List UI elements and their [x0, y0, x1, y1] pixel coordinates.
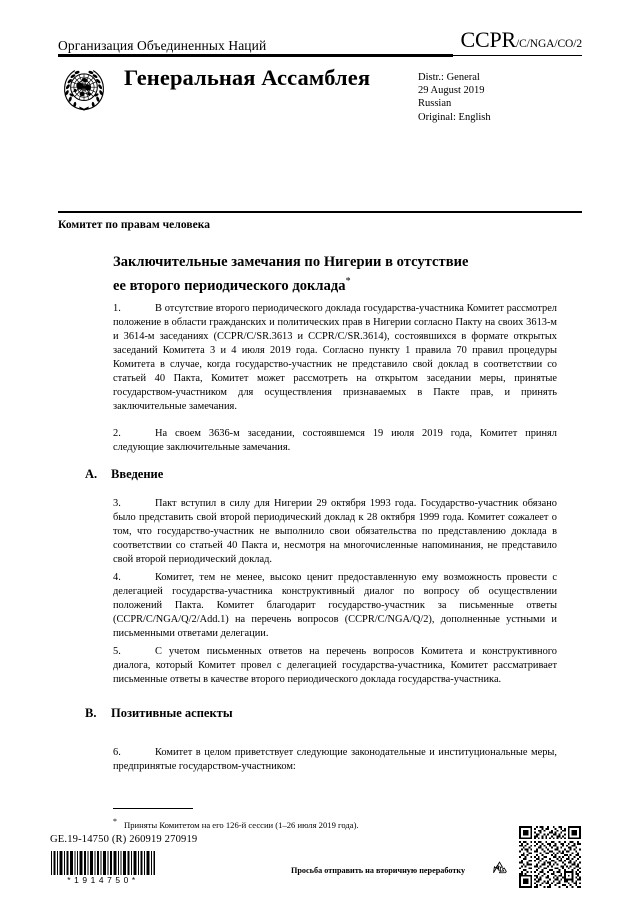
barcode-bars-icon [50, 851, 156, 875]
footnote [113, 816, 553, 831]
paragraph-2-text: На своем 3636-м заседании, состоявшемся 19 июля 2019 года, Комитет принял следующие заключительные замечания. [113, 428, 557, 454]
paragraph-2-block [113, 427, 557, 466]
page-title-line-1: Заключительные замечания по Нигерии в отсутствие [113, 254, 469, 270]
committee-divider [58, 211, 582, 214]
header-main-row [58, 64, 582, 132]
paragraph-5 [113, 645, 557, 687]
committee-name: Комитет по правам человека [58, 219, 211, 231]
paragraph-3 [113, 497, 557, 567]
footnote-marker: * [113, 817, 117, 826]
paragraph-6-number: 6. [113, 747, 121, 758]
paragraph-5-text: С учетом письменных ответов на перечень вопросов Комитета и конструктивного диалога, который Комитет провел с делегацией государства-участника, Комитет рассматривает письменные ответы в качестве второго периодического доклада государства-участника. [113, 646, 557, 686]
paragraph-3-block [113, 497, 557, 578]
paragraph-1-number: 1. [113, 303, 121, 314]
document-date: 29 August 2019 [418, 85, 485, 97]
section-b-name: Позитивные аспекты [111, 706, 233, 720]
paragraph-1-text: В отсутствие второго периодического доклада государства-участника Комитет рассмотрел положение в области гражданских и политических прав в Нигерии согласно Пакту на своих 3613-м и 3614-м заседаниях (CCPR/C/SR.3613 и CCPR/C/SR.3614), состоявшихся в формате открытых заседаний Комитета 3 и 4 июля 2019 года. Согласно пункту 1 правила 70 правил процедуры Комитета в случае, когда государство-участник не представило свой доклад в соответствии со статьей 40 Пакта, Комитет может рассмотреть на открытом заседании меры, принятые государством-участником для осуществления признаваемых в Пакте прав, и принять заключительные замечания. [113, 303, 557, 413]
paragraph-5-block [113, 645, 557, 698]
paragraph-4-number: 4. [113, 572, 121, 583]
document-symbol-main: CCPR [460, 27, 516, 52]
paragraph-4-text: Комитет, тем не менее, высоко ценит предоставленную ему возможность провести с делегацией государства-участника конструктивный диалог по вопросу об осуществлении положений Пакта. Комитет благодарит государство-участник за письменные ответы (CCPR/C/NGA/Q/2/Add.1) на перечень вопросов (CCPR/C/NGA/Q/2), дополненные устными и письменными ответами делегации. [113, 572, 557, 640]
paragraph-3-number: 3. [113, 498, 121, 509]
paragraph-6-block [113, 746, 557, 785]
paragraph-2-number: 2. [113, 428, 121, 439]
header-top-row [58, 27, 582, 53]
page-title-line-2: ее второго периодического доклада [113, 277, 346, 294]
paragraph-6-text: Комитет в целом приветствует следующие законодательные и институциональные меры, предпринятые государством-участником: [113, 747, 557, 773]
title-footnote-marker: * [345, 276, 351, 287]
section-heading-a [85, 466, 165, 482]
document-original-language: Original: English [418, 111, 491, 123]
page-title [113, 252, 513, 296]
section-a-letter: A. [85, 467, 98, 481]
paragraph-2 [113, 427, 557, 455]
document-symbol [461, 29, 582, 52]
footnote-text: Приняты Комитетом на его 126-й сессии (1–26 июля 2019 года). [124, 819, 359, 830]
paragraph-5-number: 5. [113, 646, 121, 657]
header-divider-thick [58, 54, 453, 57]
paragraph-4 [113, 571, 557, 641]
distribution-block [418, 71, 491, 124]
document-header [58, 27, 582, 132]
section-heading-b [85, 705, 233, 721]
document-language: Russian [418, 98, 452, 110]
section-b-letter: B. [85, 706, 97, 720]
assembly-title: Генеральная Ассамблея [124, 65, 371, 90]
organization-name: Организация Объединенных Наций [58, 37, 267, 53]
paragraph-6 [113, 746, 557, 774]
ge-number: GE.19-14750 (R) 260919 270919 [50, 834, 198, 845]
barcode [50, 851, 156, 885]
un-emblem-icon [61, 66, 107, 112]
committee-divider-line [58, 211, 582, 213]
paragraph-3-text: Пакт вступил в силу для Нигерии 29 октября 1993 года. Государство-участник обязано было представить свой второй периодический доклад к 28 октября 1999 года. Комитет сожалеет о том, что государство-участник не выполнило свои обязательства по представлению доклада в соответствии со статьей 40 Пакта и, несмотря на многочисленные напоминания, не представило свой второй периодический доклад. [113, 498, 557, 566]
header-divider-thin [453, 55, 582, 56]
recycle-icon [491, 860, 508, 877]
paragraph-1-block [113, 302, 557, 425]
recycle-notice: Просьба отправить на вторичную переработку [291, 866, 466, 875]
paragraph-1 [113, 302, 557, 414]
paragraph-4-block [113, 571, 557, 652]
barcode-number: *1914750* [67, 875, 139, 885]
document-symbol-suffix: /C/NGA/CO/2 [516, 38, 582, 50]
header-divider [58, 54, 582, 57]
footnote-divider [113, 808, 193, 809]
qr-code-icon [519, 826, 581, 888]
section-a-name: Введение [111, 467, 164, 481]
distribution-type: Distr.: General [418, 72, 480, 83]
